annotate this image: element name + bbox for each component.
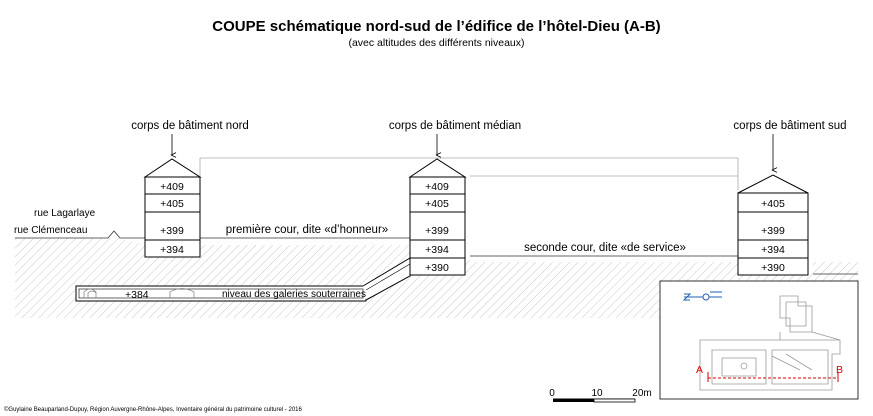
label-building-median: corps de bâtiment médian [388,120,522,132]
location-plan [660,281,858,399]
median-level-394: +394 [425,244,449,256]
north-level-409: +409 [160,181,184,193]
median-level-405: +405 [425,198,449,210]
gallery-altitude: +384 [125,289,149,301]
south-level-399: +399 [761,225,785,237]
label-rue-clemenceau: rue Clémenceau [14,225,88,236]
north-level-405: +405 [160,198,184,210]
label-building-north: corps de bâtiment nord [131,120,249,132]
median-level-399: +399 [425,225,449,237]
scale-tick-0: 0 [549,388,555,399]
gallery-label: niveau des galeries souterraines [222,289,366,300]
north-level-394: +394 [160,244,184,256]
scale-tick-20m: 20m [632,388,652,399]
diagram-subtitle: (avec altitudes des différents niveaux) [348,37,525,49]
scale-tick-10: 10 [591,388,603,399]
median-level-390: +390 [425,262,449,274]
south-level-390: +390 [761,262,785,274]
diagram-title: COUPE schématique nord-sud de l’édifice de l’hôtel-Dieu (A-B) [212,18,661,35]
plan-point-b: B [836,364,844,376]
building-median [410,159,465,275]
south-level-394: +394 [761,244,785,256]
label-rue-lagarlaye: rue Lagarlaye [34,208,96,219]
label-first-courtyard: première cour, dite «d’honneur» [225,224,389,236]
plan-point-a: A [696,364,704,376]
south-level-405: +405 [761,198,785,210]
scale-bar [553,399,635,402]
label-building-south: corps de bâtiment sud [733,120,847,132]
north-level-399: +399 [160,225,184,237]
image-credit: ©Guylaine Beauparland-Dupuy, Région Auvergne-Rhône-Alpes, Inventaire général du patrimoine culturel - 2016 [4,407,302,413]
median-level-409: +409 [425,181,449,193]
label-second-courtyard: seconde cour, dite «de service» [524,242,686,254]
courtyard-outline [200,158,738,190]
